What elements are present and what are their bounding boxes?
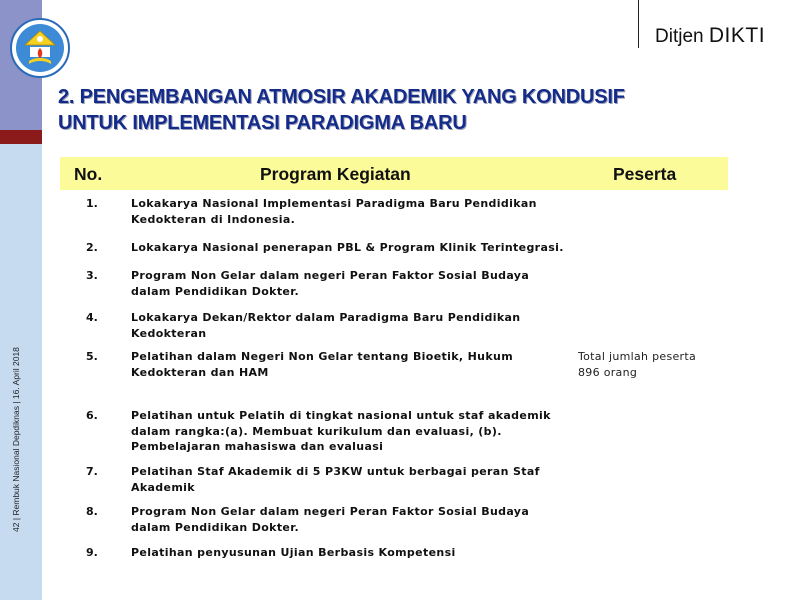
org-name: DIKTI bbox=[708, 24, 766, 47]
tut-wuri-handayani-emblem-icon bbox=[9, 17, 71, 79]
sidebar-band-bottom bbox=[0, 144, 42, 600]
row-number: 8. bbox=[86, 505, 98, 518]
sidebar-band-red bbox=[0, 130, 42, 144]
row-text: Pelatihan Staf Akademik di 5 P3KW untuk berbagai peran Staf Akademik bbox=[131, 465, 540, 494]
header-no: No. bbox=[74, 164, 103, 184]
row-text: Program Non Gelar dalam negeri Peran Faktor Sosial Budaya dalam Pendidikan Dokter. bbox=[131, 269, 530, 298]
header-program: Program Kegiatan bbox=[260, 164, 411, 184]
row-number: 6. bbox=[86, 409, 98, 422]
row-number: 1. bbox=[86, 197, 98, 210]
row-text: Lokakarya Nasional Implementasi Paradigma Baru Pendidikan Kedokteran di Indonesia. bbox=[131, 197, 537, 226]
row-number: 7. bbox=[86, 465, 98, 478]
row-text: Pelatihan penyusunan Ujian Berbasis Kompetensi bbox=[131, 546, 456, 559]
page-title bbox=[58, 84, 738, 136]
row-number: 5. bbox=[86, 350, 98, 363]
page-title-line2: UNTUK IMPLEMENTASI PARADIGMA BARU bbox=[58, 112, 467, 134]
org-header bbox=[655, 24, 765, 48]
header-peserta: Peserta bbox=[613, 164, 677, 184]
row-number: 2. bbox=[86, 241, 98, 254]
row-number: 4. bbox=[86, 311, 98, 324]
peserta-total: Total jumlah peserta 896 orang bbox=[578, 350, 697, 379]
table-header bbox=[60, 157, 728, 190]
row-text: Program Non Gelar dalam negeri Peran Faktor Sosial Budaya dalam Pendidikan Dokter. bbox=[131, 505, 530, 534]
header-divider bbox=[638, 0, 639, 48]
page-title-line1: 2. PENGEMBANGAN ATMOSIR AKADEMIK YANG KONDUSIF bbox=[58, 86, 625, 108]
footer-vertical-text: 42 | Rembuk Nasional Depdiknas | 16. April 2018 bbox=[11, 347, 21, 532]
row-text: Lokakarya Dekan/Rektor dalam Paradigma Baru Pendidikan Kedokteran bbox=[131, 311, 521, 340]
row-text: Pelatihan dalam Negeri Non Gelar tentang Bioetik, Hukum Kedokteran dan HAM bbox=[131, 350, 514, 379]
org-prefix: Ditjen bbox=[655, 26, 704, 47]
row-number: 9. bbox=[86, 546, 98, 559]
row-text: Lokakarya Nasional penerapan PBL & Program Klinik Terintegrasi. bbox=[131, 241, 564, 254]
row-text: Pelatihan untuk Pelatih di tingkat nasional untuk staf akademik dalam rangka:(a). Membuat kurikulum dan evaluasi, (b). Pembelajaran mahasiswa dan evaluasi bbox=[131, 409, 551, 453]
row-number: 3. bbox=[86, 269, 98, 282]
